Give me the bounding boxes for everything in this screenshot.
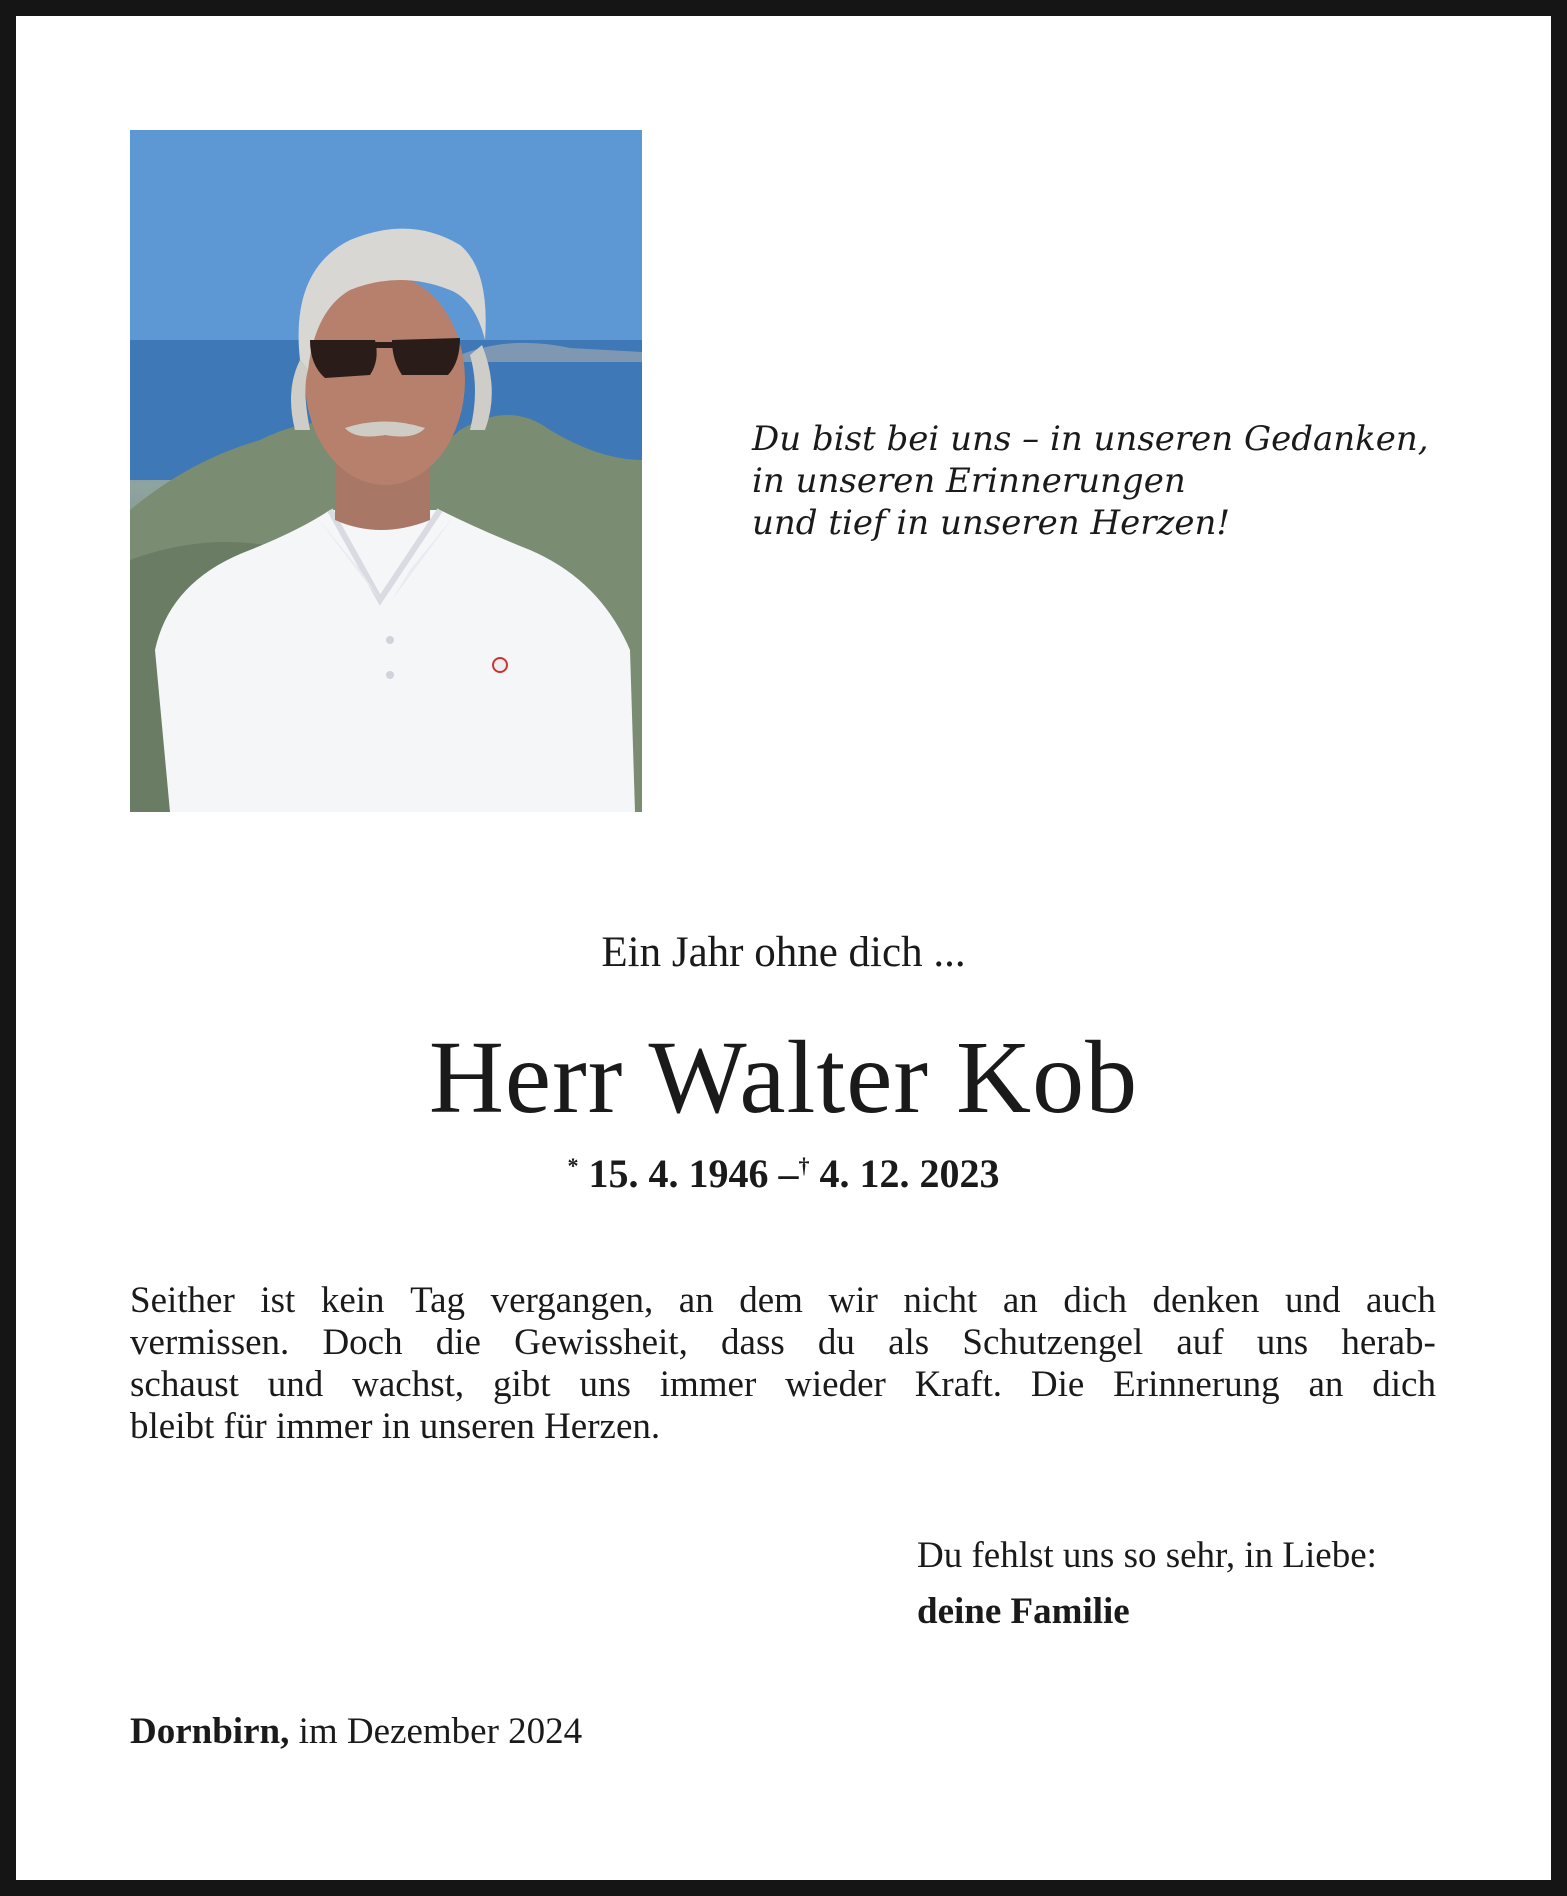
closing-block bbox=[917, 1528, 1377, 1640]
quote-line: und tief in unseren Herzen! bbox=[752, 503, 1231, 543]
signature: deine Familie bbox=[917, 1591, 1130, 1632]
portrait-illustration bbox=[130, 130, 642, 812]
body-line: Seither ist kein Tag vergangen, an dem wir nicht an dich denken und auch bbox=[130, 1280, 1436, 1321]
city: Dornbirn, bbox=[130, 1711, 290, 1752]
birth-symbol: * bbox=[567, 1153, 579, 1178]
life-dates bbox=[0, 1150, 1567, 1197]
date-text: im Dezember 2024 bbox=[298, 1711, 583, 1752]
intro-line: Ein Jahr ohne dich ... bbox=[601, 929, 966, 976]
death-symbol: † bbox=[798, 1153, 810, 1178]
deceased-name: Herr Walter Kob bbox=[428, 1020, 1139, 1135]
closing-text: Du fehlst uns so sehr, in Liebe: bbox=[917, 1535, 1377, 1576]
place-and-date bbox=[130, 1710, 582, 1753]
quote-line: Du bist bei uns – in unseren Gedanken, bbox=[752, 419, 1429, 459]
birth-date: 15. 4. 1946 – bbox=[588, 1151, 799, 1196]
death-date: 4. 12. 2023 bbox=[819, 1151, 1000, 1196]
quote-line: in unseren Erinnerungen bbox=[752, 461, 1186, 501]
portrait-photo bbox=[130, 130, 642, 812]
body-line: schaust und wachst, gibt uns immer wieder Kraft. Die Erinnerung an dich bbox=[130, 1364, 1436, 1405]
body-line: vermissen. Doch die Gewissheit, dass du als Schutzengel auf uns herab- bbox=[130, 1322, 1436, 1363]
memorial-quote bbox=[752, 418, 1452, 544]
memorial-text bbox=[130, 1280, 1436, 1448]
body-line: bleibt für immer in unseren Herzen. bbox=[130, 1406, 661, 1447]
